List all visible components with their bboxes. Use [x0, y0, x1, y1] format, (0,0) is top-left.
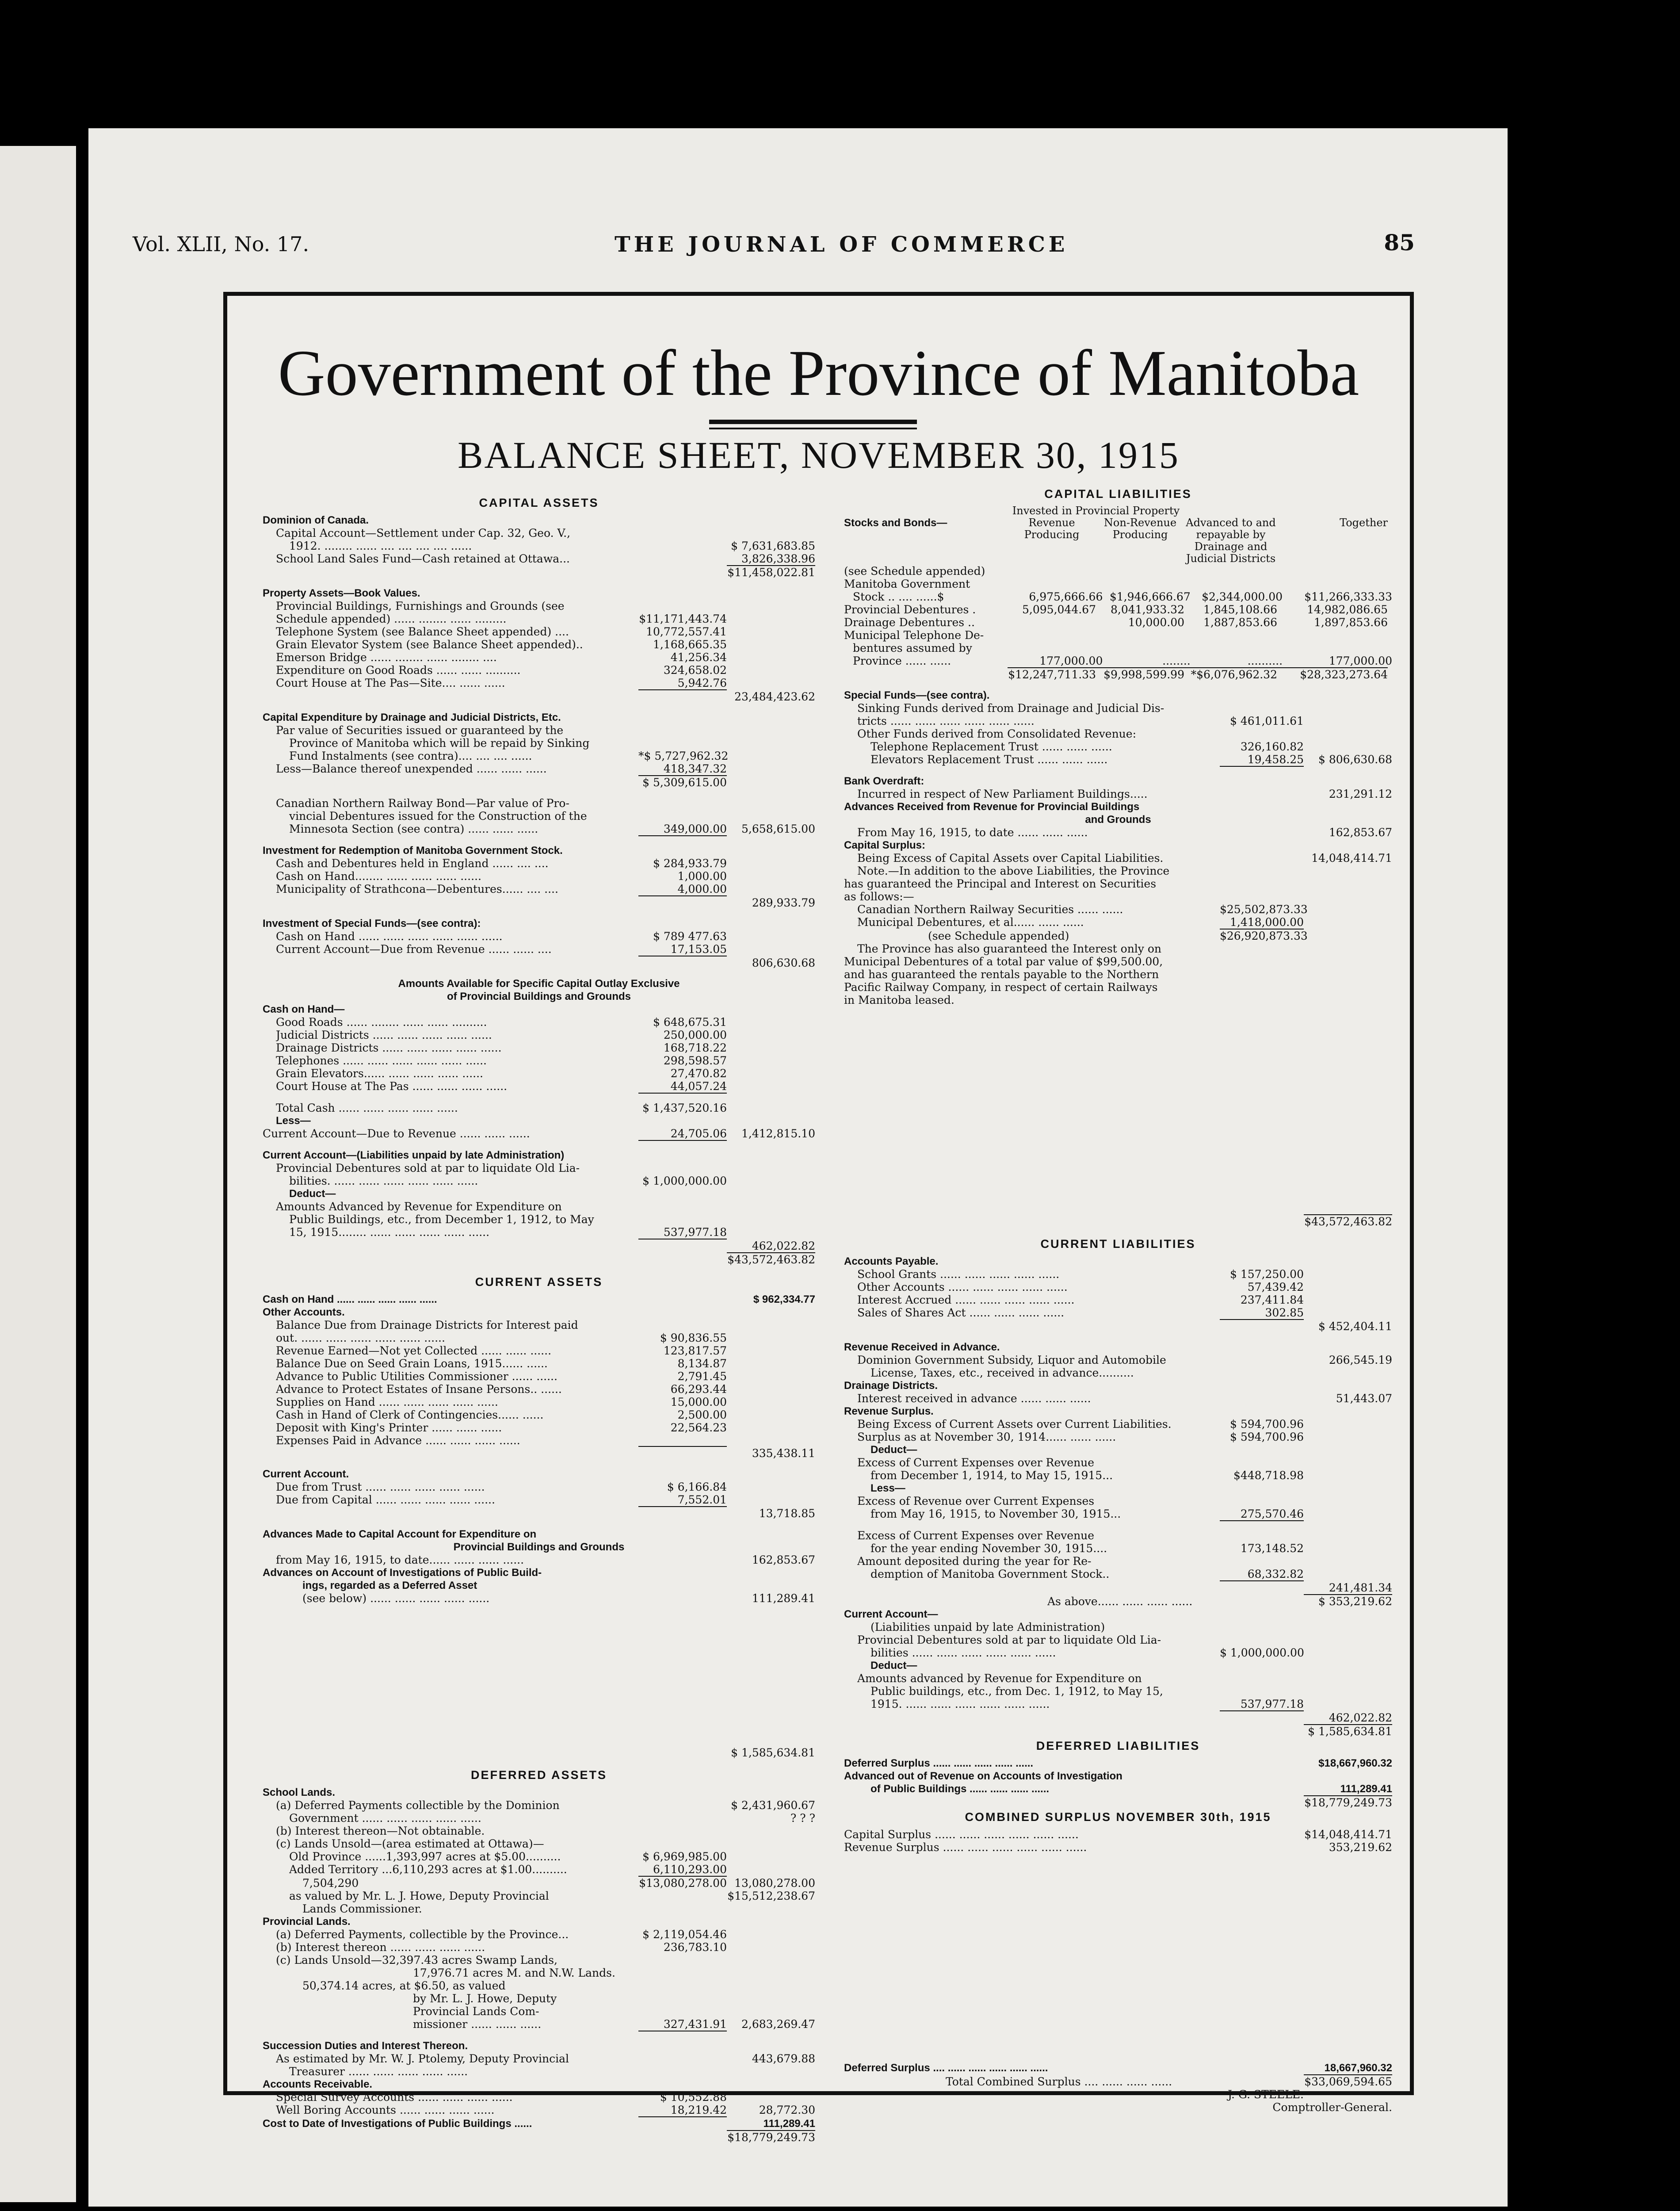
capital-liabilities-heading: CAPITAL LIABILITIES [1044, 487, 1192, 501]
volume-label: Vol. XLII, No. 17. [133, 232, 309, 256]
stock-row: Manitoba Government [844, 578, 970, 590]
stock-row: Drainage Debentures .. 10,000.00 1,887,853.66 1,897,853.66 [844, 616, 1388, 629]
line-item: Current Account—Due from Revenue ...... ...... .... 17,153.05 [276, 943, 727, 956]
subtotal: 241,481.34 [844, 1581, 1392, 1595]
current-liabilities-heading: CURRENT LIABILITIES [1040, 1237, 1196, 1251]
capital-assets-heading: CAPITAL ASSETS [479, 496, 599, 509]
title-rule-thin [709, 428, 917, 429]
line-item: Other Accounts ...... ...... ...... ...... ...... 57,439.42 [857, 1281, 1304, 1293]
line-item: Due from Capital ...... ...... ...... ...... ...... 7,552.01 [276, 1493, 727, 1506]
line-item: As estimated by Mr. W. J. Ptolemy, Deputy Provincial 443,679.88 [276, 2052, 815, 2065]
line-item: Provincial Buildings, Furnishings and Grounds (see [276, 600, 565, 612]
line-item: Total Cash ...... ...... ...... ...... ...... $ 1,437,520.16 [276, 1102, 727, 1114]
line-item: Province of Manitoba which will be repaid by Sinking [289, 737, 590, 750]
line-item: demption of Manitoba Government Stock.. 68,332.82 [871, 1568, 1304, 1580]
line-item: Drainage Districts ...... ...... ...... ...... ...... 168,718.22 [276, 1041, 727, 1054]
section-label: Capital Expenditure by Drainage and Judicial Districts, Etc. [263, 711, 561, 723]
current-account-items [263, 1480, 815, 1507]
line-item: Telephone Replacement Trust ...... ...... ...... 326,160.82 [871, 740, 1304, 753]
line-item: for the year ending November 30, 1915.... 173,148.52 [871, 1542, 1304, 1555]
section-label: Bank Overdraft: [844, 775, 924, 787]
section-label: Current Account—(Liabilities unpaid by late Administration) [263, 1149, 565, 1161]
stock-row: bentures assumed by [853, 642, 972, 654]
stock-table-header [844, 505, 1392, 517]
page-number: 85 [1384, 230, 1415, 256]
line-item: (a) Deferred Payments collectible by the Dominion $ 2,431,960.67 [276, 1799, 815, 1812]
line-item: (b) Interest thereon—Not obtainable. [276, 1825, 485, 1837]
line-item: Cash in Hand of Clerk of Contingencies...... ...... 2,500.00 [276, 1408, 727, 1421]
line-item: Provincial Debentures sold at par to liquidate Old Lia- [857, 1633, 1161, 1646]
line-item: (c) Lands Unsold—32,397.43 acres Swamp Lands, [276, 1954, 557, 1966]
title-rule [709, 420, 917, 424]
line-item: tricts ...... ...... ...... ...... ...... ...... $ 461,011.61 [857, 715, 1304, 727]
line-item: in Manitoba leased. [844, 994, 955, 1006]
line-item: Lands Commissioner. [302, 1902, 422, 1915]
line-item: Schedule appended) ...... ........ ...... ......... $11,171,443.74 [276, 612, 727, 625]
line-item: Cash on Hand ...... ...... ...... ...... ...... $ 962,334.77 [263, 1293, 815, 1305]
property-items [263, 600, 815, 690]
line-item: Good Roads ...... ........ ...... ...... .......... $ 648,675.31 [276, 1016, 727, 1029]
combined-surplus-heading: COMBINED SURPLUS NOVEMBER 30th, 1915 [965, 1810, 1271, 1824]
line-item: Canadian Northern Railway Securities ...... ...... $25,502,873.33 [857, 903, 1308, 916]
col-revenue: Revenue Producing [1024, 516, 1080, 541]
section-label: Accounts Payable. [844, 1255, 939, 1267]
section-label: ings, regarded as a Deferred Asset [302, 1580, 477, 1591]
section-label: Advances Made to Capital Account for Expenditure on [263, 1528, 537, 1540]
line-item: Judicial Districts ...... ...... ...... ...... ...... 250,000.00 [276, 1029, 727, 1041]
line-item: out. ...... ...... ...... ...... ...... ...... $ 90,836.55 [276, 1331, 727, 1344]
col-together: Together [1340, 516, 1388, 529]
line-item: as valued by Mr. L. J. Howe, Deputy Provincial $15,512,238.67 [289, 1890, 815, 1902]
stock-totals: $12,247,711.33 $9,998,599.99 *$6,076,962.32 $28,323,273.64 [1008, 668, 1388, 681]
line-item: Interest Accrued ...... ...... ...... ...... ...... 237,411.84 [857, 1293, 1304, 1306]
stock-row: Provincial Debentures . 5,095,044.67 8,041,933.32 1,845,108.66 14,982,086.65 [844, 603, 1388, 616]
line-item: 7,504,290 $13,080,278.00 13,080,278.00 [302, 1877, 815, 1890]
line-item: Incurred in respect of New Parliament Buildings..... 231,291.12 [857, 788, 1392, 800]
line-item: 1912. ........ ...... .... .... .... .... ...... $ 7,631,683.85 [289, 539, 815, 552]
line-item: 50,374.14 acres, at $6.50, as valued [302, 1979, 506, 1992]
line-item: from December 1, 1914, to May 15, 1915... $448,718.98 [871, 1469, 1304, 1482]
line-item: missioner ...... ...... ...... 327,431.91 2,683,269.47 [413, 2018, 815, 2031]
redemption-items [263, 857, 815, 896]
line-item: and has guaranteed the rentals payable to the Northern [844, 968, 1159, 981]
line-item: Cash on Hand........ ...... ...... ...... ...... 1,000.00 [276, 870, 727, 883]
other-accounts-items [263, 1319, 815, 1447]
line-item: Balance Due on Seed Grain Loans, 1915...... ...... 8,134.87 [276, 1357, 727, 1370]
line-item: 1915. ...... ...... ...... ...... ...... ...... 537,977.18 [871, 1698, 1304, 1710]
col-invested: Invested in Provincial Property [1012, 505, 1180, 517]
line-item: Expenses Paid in Advance ...... ...... ...... ...... [263, 1434, 815, 1447]
balance-sheet-frame [223, 292, 1414, 2144]
line-item: Municipality of Strathcona—Debentures...... .... .... 4,000.00 [276, 883, 727, 895]
special-fund-items [263, 930, 815, 956]
line-item: by Mr. L. J. Howe, Deputy [413, 1992, 557, 2005]
line-item: Well Boring Accounts ...... ...... ...... ...... 18,219.42 28,772.30 [276, 2104, 815, 2116]
section-label: Current Account. [263, 1468, 349, 1480]
line-item: Telephone System (see Balance Sheet appended) .... 10,772,557.41 [276, 625, 727, 638]
liabilities-column [844, 486, 1392, 2114]
section-label: Amounts Available for Specific Capital Outlay Exclusive [398, 978, 680, 990]
line-item: Supplies on Hand ...... ...... ...... ...... ...... 15,000.00 [276, 1396, 727, 1408]
current-assets-total: $ 1,585,634.81 [731, 1746, 815, 1759]
line-item: From May 16, 1915, to date ...... ...... ...... 162,853.67 [857, 826, 1392, 839]
subtotal: $ 5,309,615.00 [642, 776, 727, 789]
line-item: (a) Deferred Payments, collectible by the Province... $ 2,119,054.46 [276, 1928, 727, 1941]
line-item: Due from Trust ...... ...... ...... ...... ...... $ 6,166.84 [276, 1480, 727, 1493]
subtotal: $ 452,404.11 [1318, 1320, 1392, 1333]
current-assets-heading: CURRENT ASSETS [475, 1275, 603, 1289]
section-label: Advances Received from Revenue for Provincial Buildings [844, 801, 1140, 813]
line-item: from May 16, 1915, to November 30, 1915... 275,570.46 [871, 1507, 1304, 1520]
line-item: Other Funds derived from Consolidated Revenue: [857, 727, 1136, 740]
line-item: bilities ...... ...... ...... ...... ...... ...... $ 1,000,000.00 [871, 1646, 1304, 1659]
line-item: 17,976.71 acres M. and N.W. Lands. [413, 1966, 615, 1979]
capital-assets-total: $43,572,463.82 [727, 1253, 815, 1266]
section-label: Investment of Special Funds—(see contra): [263, 918, 481, 930]
journal-title: THE JOURNAL OF COMMERCE [615, 232, 1069, 257]
line-item: from May 16, 1915, to date...... ...... ...... ...... 162,853.67 [276, 1553, 815, 1566]
line-item: 15, 1915........ ...... ...... ...... ...... ...... 537,977.18 [289, 1226, 727, 1239]
section-label: Special Funds—(see contra). [844, 689, 990, 701]
line-item: Deduct— [871, 1660, 917, 1672]
line-item: as follows:— [844, 890, 914, 903]
line-item: Public buildings, etc., from Dec. 1, 1912, to May 15, [871, 1685, 1163, 1698]
line-item: Fund Instalments (see contra).... .... .... ...... *$ 5,727,962.32 [289, 750, 729, 762]
line-item: bilities. ...... ...... ...... ...... ...... ...... $ 1,000,000.00 [289, 1174, 727, 1187]
line-item: (Liabilities unpaid by late Administration) [871, 1621, 1105, 1633]
line-item: As above...... ...... ...... ...... $ 353,219.62 [1047, 1595, 1392, 1608]
section-label: Provincial Lands. [263, 1916, 351, 1928]
line-item: Current Account—Due to Revenue ...... ...... ...... 24,705.06 1,412,815.10 [263, 1127, 815, 1140]
line-item: Advanced out of Revenue on Accounts of Investigation [844, 1770, 1123, 1782]
section-label: Property Assets—Book Values. [263, 587, 420, 599]
line-item: Cost to Date of Investigations of Public Buildings ...... 111,289.41 [263, 2117, 815, 2131]
subtotal: 13,718.85 [759, 1507, 815, 1520]
line-item: Sinking Funds derived from Drainage and Judicial Dis- [857, 702, 1165, 715]
line-item: Court House at The Pas—Site.... ...... ...... 5,942.76 [276, 677, 727, 689]
line-item: Municipal Debentures, et al...... ...... ...... 1,418,000.00 [857, 916, 1304, 929]
line-item: Amounts advanced by Revenue for Expenditure on [857, 1672, 1142, 1685]
line-item: Revenue Surplus ...... ...... ...... ...... ...... ...... 353,219.62 [844, 1841, 1392, 1854]
col-advanced: Advanced to and repayable by Drainage and Judicial Districts [1186, 516, 1276, 565]
line-item: vincial Debentures issued for the Construction of the [289, 810, 587, 822]
page-header [133, 232, 1415, 268]
line-item: License, Taxes, etc., received in advance.......... [871, 1366, 1134, 1379]
line-item: School Grants ...... ...... ...... ...... ...... $ 157,250.00 [857, 1268, 1304, 1281]
line-item: (see Schedule appended) $26,920,873.33 [928, 930, 1308, 942]
line-item: Cash and Debentures held in England ...... .... .... $ 284,933.79 [276, 857, 727, 870]
line-item: Total Combined Surplus .... ...... ...... ...... $33,069,594.65 [946, 2075, 1392, 2088]
accounts-payable-items [844, 1268, 1392, 1320]
section-label: Revenue Received in Advance. [844, 1341, 1000, 1353]
section-label: Succession Duties and Interest Thereon. [263, 2040, 468, 2052]
stock-rows [844, 578, 1392, 667]
stock-row: Stock .. .... ......$ 6,975,666.66 $1,946,666.67 $2,344,000.00 $11,266,333.33 [853, 590, 1392, 603]
line-item: School Land Sales Fund—Cash retained at Ottawa... 3,826,338.96 [276, 552, 815, 565]
subtotal: $11,458,022.81 [727, 566, 815, 579]
line-item: Less— [276, 1115, 311, 1127]
outlay-items [263, 1016, 815, 1094]
line-item: Provincial Debentures sold at par to liquidate Old Lia- [276, 1162, 580, 1174]
line-item: Treasurer ...... ...... ...... ...... ...... [289, 2065, 468, 2078]
line-item: Revenue Earned—Not yet Collected ...... ...... ...... 123,817.57 [276, 1344, 727, 1357]
line-item: Municipal Debentures of a total par value of $99,500.00, [844, 955, 1163, 968]
section-label: Other Accounts. [263, 1306, 345, 1318]
line-item: Deposit with King's Printer ...... ...... ...... 22,564.23 [276, 1421, 727, 1434]
line-item: Court House at The Pas ...... ...... ...... ...... 44,057.24 [276, 1080, 727, 1093]
line-item: Emerson Bridge ...... ........ ...... ........ .... 41,256.34 [276, 651, 727, 664]
line-item: Public Buildings, etc., from December 1, 1912, to May [289, 1213, 594, 1226]
line-item: has guaranteed the Principal and Interest on Securities [844, 877, 1157, 890]
line-item: Cash on Hand ...... ...... ...... ...... ...... ...... $ 789 477.63 [276, 930, 727, 943]
line-item: Deduct— [289, 1188, 336, 1200]
line-item: Deduct— [871, 1444, 917, 1456]
assets-column [263, 495, 815, 2144]
line-item: (see Schedule appended) [844, 565, 985, 578]
line-item: The Province has also guaranteed the Interest only on [857, 942, 1162, 955]
section-label: School Lands. [263, 1786, 336, 1798]
line-item: Balance Due from Drainage Districts for Interest paid [276, 1319, 578, 1331]
line-item: Elevators Replacement Trust ...... ...... ...... 19,458.25 $ 806,630.68 [871, 753, 1392, 766]
line-item: Excess of Revenue over Current Expenses [857, 1495, 1095, 1507]
section-label: Investment for Redemption of Manitoba Government Stock. [263, 845, 563, 857]
section-label: Revenue Surplus. [844, 1405, 934, 1417]
subtotal: 806,630.68 [752, 956, 815, 969]
line-item: Dominion Government Subsidy, Liquor and Automobile 266,545.19 [857, 1354, 1392, 1366]
line-item: Note.—In addition to the above Liabilities, the Province [857, 865, 1170, 877]
section-label: Cash on Hand— [263, 1003, 345, 1015]
line-item: of Public Buildings ...... ...... ...... ...... 111,289.41 [844, 1783, 1392, 1796]
line-item: Provincial Lands Com- [413, 2005, 539, 2018]
deferred-assets-heading: DEFERRED ASSETS [470, 1768, 607, 1782]
col-non-revenue: Non-Revenue Producing [1103, 516, 1177, 541]
subtotal: 335,438.11 [752, 1447, 815, 1460]
line-item: Advance to Public Utilities Commissioner ...... ...... 2,791.45 [276, 1370, 727, 1383]
line-item: Pacific Railway Company, in respect of certain Railways [844, 981, 1158, 994]
line-item: Grain Elevators...... ...... ...... ...... ...... 27,470.82 [276, 1067, 727, 1080]
section-label: Provincial Buildings and Grounds [453, 1541, 625, 1553]
line-item: Less— [871, 1482, 905, 1494]
line-item: Added Territory ...6,110,293 acres at $1.00.......... 6,110,293.00 [289, 1863, 727, 1876]
line-item: Capital Account—Settlement under Cap. 32, Geo. V., [276, 527, 571, 539]
signer-title: Comptroller-General. [1272, 2101, 1392, 2114]
document-subtitle: BALANCE SHEET, NOVEMBER 30, 1915 [458, 434, 1180, 476]
line-item: Being Excess of Current Assets over Current Liabilities. $ 594,700.96 [857, 1418, 1304, 1431]
line-item: Excess of Current Expenses over Revenue [857, 1456, 1095, 1469]
subtotal: 462,022.82 [844, 1711, 1392, 1725]
deferred-liabilities-heading: DEFERRED LIABILITIES [1036, 1739, 1200, 1752]
stock-row: Province ...... ...... 177,000.00 ........ .......... 177,000.00 [853, 654, 1392, 667]
deferred-assets-total: $18,779,249.73 [727, 2131, 815, 2144]
current-liabilities-total: $ 1,585,634.81 [1308, 1725, 1392, 1738]
section-label: Current Account— [844, 1608, 938, 1620]
line-item: Amount deposited during the year for Re- [857, 1555, 1092, 1568]
line-item: Special Survey Accounts ...... ...... ...... ...... $ 10,552.88 [276, 2091, 727, 2104]
section-label: Dominion of Canada. [263, 514, 369, 526]
signer-name: J. G. STEELE. [1227, 2088, 1304, 2101]
line-item: Expenditure on Good Roads ...... ...... .......... 324,658.02 [276, 664, 727, 677]
line-item: (b) Interest thereon ...... ...... ...... ...... 236,783.10 [276, 1941, 727, 1954]
line-item: Amounts Advanced by Revenue for Expenditure on [276, 1200, 562, 1213]
subtotal: 289,933.79 [752, 896, 815, 909]
line-item: Interest received in advance ...... ...... ...... 51,443.07 [857, 1392, 1392, 1405]
section-label: Capital Surplus: [844, 839, 926, 851]
line-item: Canadian Northern Railway Bond—Par value of Pro- [276, 797, 569, 810]
line-item: (see below) ...... ...... ...... ...... ...... 111,289.41 [302, 1592, 815, 1605]
line-item: Sales of Shares Act ...... ...... ...... ...... 302.85 [857, 1306, 1304, 1319]
stock-table-header: Stocks and Bonds— Revenue Producing Non-Revenue Producing Advanced to and repayable by Drainage and Judicial Districts Together [844, 516, 1388, 565]
subtotal: 462,022.82 [263, 1239, 815, 1253]
section-label: and Grounds [1085, 814, 1151, 826]
section-label: of Provincial Buildings and Grounds [447, 991, 631, 1002]
line-item: Advance to Protect Estates of Insane Persons.. ...... 66,293.44 [276, 1383, 727, 1396]
line-item: Government ...... ...... ...... ...... ...... ? ? ? [289, 1812, 815, 1825]
line-item: Old Province ......1,393,997 acres at $5.00.......... $ 6,969,985.00 [289, 1850, 727, 1863]
capital-liabilities-total: $43,572,463.82 [1304, 1215, 1392, 1228]
line-item: Telephones ...... ...... ...... ...... ...... ...... 298,598.57 [276, 1054, 727, 1067]
section-label: Accounts Receivable. [263, 2078, 373, 2090]
line-item: (c) Lands Unsold—(area estimated at Ottawa)— [276, 1837, 544, 1850]
line-item: Minnesota Section (see contra) ...... ...... ...... 349,000.00 5,658,615.00 [289, 822, 815, 835]
line-item: Being Excess of Capital Assets over Capital Liabilities. 14,048,414.71 [857, 852, 1392, 865]
line-item: Deferred Surplus .... ...... ...... ...... ...... ...... 18,667,960.32 [844, 2062, 1392, 2075]
line-item: Par value of Securities issued or guaranteed by the [276, 724, 564, 737]
section-label: Advances on Account of Investigations of Public Build- [263, 1567, 542, 1579]
line-item: Less—Balance thereof unexpended ...... ...... ...... 418,347.32 [276, 762, 727, 775]
adjacent-page-edge [0, 146, 76, 2202]
deferred-liabilities-total: $18,779,249.73 [1304, 1796, 1392, 1809]
stock-row: Municipal Telephone De- [844, 629, 984, 642]
line-item: Surplus as at November 30, 1914...... ...... ...... $ 594,700.96 [857, 1431, 1304, 1443]
document-title: Government of the Province of Manitoba [278, 337, 1359, 409]
line-item: Deferred Surplus ...... ...... ...... ...... ...... $18,667,960.32 [844, 1757, 1392, 1769]
line-item: Grain Elevator System (see Balance Sheet appended).. 1,168,665.35 [276, 638, 727, 651]
line-item: Capital Surplus ...... ...... ...... ...... ...... ...... $14,048,414.71 [844, 1828, 1392, 1841]
subtotal: 23,484,423.62 [734, 690, 815, 703]
line-item: Excess of Current Expenses over Revenue [857, 1529, 1095, 1542]
section-label: Drainage Districts. [844, 1380, 938, 1392]
